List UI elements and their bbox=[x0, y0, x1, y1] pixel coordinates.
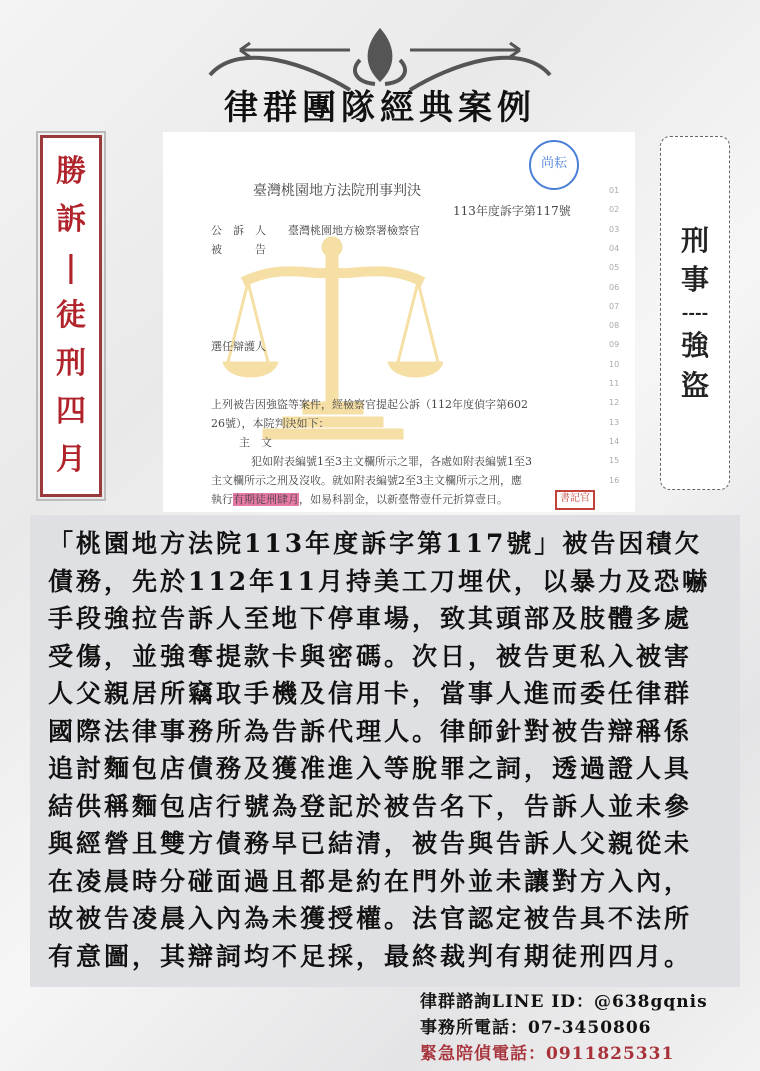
line-number: 03 bbox=[609, 224, 620, 234]
doc-heading: 臺灣桃園地方法院刑事判決 bbox=[253, 183, 421, 199]
summary-line: 故被告凌晨入內為未獲授權。法官認定被告具不法所 bbox=[48, 904, 693, 933]
summary-line: 國際法律事務所為告訴代理人。律師針對被告辯稱係 bbox=[48, 716, 693, 746]
line-number: 07 bbox=[609, 301, 620, 311]
stamp: 尚耘 bbox=[529, 140, 579, 190]
line-number: 13 bbox=[609, 417, 620, 427]
line-number: 08 bbox=[609, 321, 620, 331]
doc-value: 臺灣桃園地方檢察署檢察官 bbox=[288, 224, 420, 237]
doc-label: 被 告 bbox=[211, 243, 266, 256]
line-number: 14 bbox=[609, 436, 620, 446]
line-contact: 律群諮詢LINE ID：@638gqnis bbox=[420, 992, 708, 1012]
verdict-label-box bbox=[40, 135, 102, 497]
summary-line: 追討麵包店債務及獲准進入等脫罪之詞，透過證人具 bbox=[48, 754, 693, 783]
summary-line: 人父親居所竊取手機及信用卡，當事人進而委任律群 bbox=[48, 679, 693, 708]
line-number: 15 bbox=[609, 456, 620, 466]
doc-label: 公 訴 人 bbox=[211, 224, 266, 237]
highlight: 有期徒刑肆月 bbox=[233, 493, 299, 506]
doc-label: 選任辯護人 bbox=[211, 340, 266, 353]
clerk-stamp: 書記官 bbox=[555, 490, 595, 510]
summary-line: 「桃園地方法院113年度訴字第117號」被告因積欠 bbox=[48, 529, 703, 558]
verdict-char: 月 bbox=[56, 442, 86, 477]
line-number: 16 bbox=[609, 475, 620, 485]
doc-text: 26號），本院判決如下： bbox=[211, 417, 330, 430]
emergency-phone: 緊急陪偵電話：0911825331 bbox=[420, 1044, 675, 1064]
judgment-document-image bbox=[163, 132, 635, 512]
case-summary bbox=[30, 515, 740, 987]
line-number: 10 bbox=[609, 359, 620, 369]
doc-case-no: 113年度訴字第117號 bbox=[453, 204, 571, 218]
doc-label: 主 文 bbox=[239, 436, 272, 449]
line-number: 05 bbox=[609, 263, 620, 273]
case-type-char: ---- bbox=[681, 302, 709, 322]
verdict-char: | bbox=[65, 250, 77, 285]
summary-line: 與經營且雙方債務早已結清，被告與告訴人父親從未 bbox=[48, 829, 693, 858]
line-number: 02 bbox=[609, 205, 620, 215]
summary-line: 在凌晨時分碰面過且都是約在門外並未讓對方入內， bbox=[48, 866, 693, 896]
verdict-char: 刑 bbox=[56, 346, 86, 381]
doc-text: 主文欄所示之刑及沒收。就如附表編號2至3主文欄所示之刑，應 bbox=[211, 474, 522, 487]
page-title: 律群團隊經典案例 bbox=[224, 88, 536, 128]
line-number: 11 bbox=[609, 379, 620, 388]
line-number: 06 bbox=[609, 282, 620, 292]
office-phone: 事務所電話：07-3450806 bbox=[420, 1018, 652, 1038]
summary-line: 債務，先於112年11月持美工刀埋伏，以暴力及恐嚇 bbox=[48, 566, 710, 596]
summary-line: 有意圖，其辯詞均不足採，最終裁判有期徒刑四月。 bbox=[48, 941, 693, 971]
line-number: 12 bbox=[609, 398, 620, 408]
case-type-char: 事 bbox=[680, 263, 709, 297]
line-number: 09 bbox=[609, 340, 620, 350]
doc-text: 執行有期徒刑肆月，如易科罰金，以新臺幣壹仟元折算壹日。 bbox=[211, 493, 508, 506]
verdict-char: 勝 bbox=[56, 154, 86, 189]
summary-line: 結供稱麵包店行號為登記於被告名下，告訴人並未參 bbox=[48, 791, 693, 821]
verdict-char: 徒 bbox=[56, 298, 86, 333]
line-number: 04 bbox=[609, 243, 620, 253]
summary-line: 受傷，並強奪提款卡與密碼。次日，被告更私入被害 bbox=[48, 641, 693, 671]
doc-text: 犯如附表編號1至3主文欄所示之罪，各處如附表編號1至3 bbox=[251, 455, 532, 468]
verdict-char: 四 bbox=[56, 394, 86, 429]
summary-line: 手段強拉告訴人至地下停車場，致其頭部及肢體多處 bbox=[48, 604, 693, 633]
case-type-box bbox=[660, 136, 730, 490]
case-type-char: 刑 bbox=[680, 223, 709, 257]
doc-text: 上列被告因強盜等案件，經檢察官提起公訴（112年度偵字第602 bbox=[211, 398, 528, 411]
line-number: 01 bbox=[609, 186, 620, 195]
case-type-char: 強 bbox=[680, 329, 709, 363]
verdict-char: 訴 bbox=[56, 202, 86, 237]
case-type-char: 盜 bbox=[680, 368, 709, 402]
